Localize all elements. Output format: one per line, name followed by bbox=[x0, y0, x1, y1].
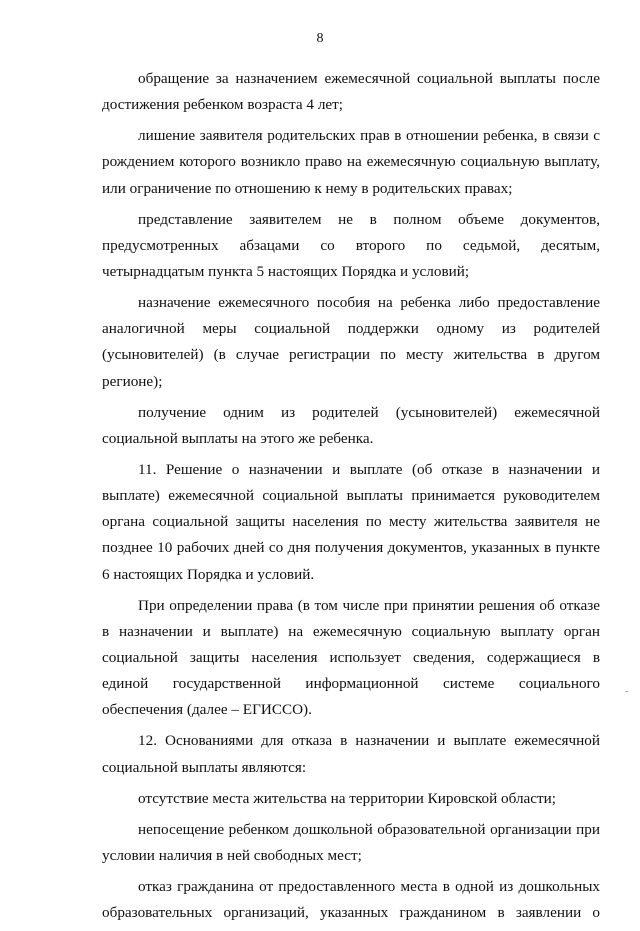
paragraph-refusal-grounds-clause-12: 12. Основаниями для отказа в назначении и выплате ежемесячной социальной выплаты являются: bbox=[102, 732, 600, 776]
margin-mark: - bbox=[625, 686, 629, 697]
paragraph-non-attendance-preschool: непосещение ребенком дошкольной образовательной организации при условии наличия в ней свободных мест; bbox=[102, 820, 600, 864]
page-number: 8 bbox=[316, 31, 324, 46]
paragraph-payment-received-by-other-parent: получение одним из родителей (усыновителей) ежемесячной социальной выплаты на этого же ребенка. bbox=[102, 403, 600, 447]
paragraph-monthly-allowance-other-region: назначение ежемесячного пособия на ребенка либо предоставление аналогичной меры социальной поддержки одному из родителей (усыновителей) (в случае регистрации по месту жительства в другом регионе); bbox=[102, 294, 600, 390]
paragraph-appeal-after-age-4: обращение за назначением ежемесячной социальной выплаты после достижения ребенком возраста 4 лет; bbox=[102, 70, 600, 114]
paragraph-egisso-information: При определении права (в том числе при принятии решения об отказе в назначении и выплате) на ежемесячную социальную выплату орган социальной защиты населения использует сведения, содержащиеся в единой государственной информационной системе социального обеспечения (далее – ЕГИССО). bbox=[102, 596, 600, 719]
paragraph-no-residence-kirov-region: отсутствие места жительства на территории Кировской области; bbox=[138, 789, 557, 807]
paragraph-refusal-of-provided-place: отказ гражданина от предоставленного места в одной из дошкольных образовательных организаций, указанных гражданином в заявлении о bbox=[102, 877, 600, 922]
paragraph-deprivation-of-parental-rights: лишение заявителя родительских прав в отношении ребенка, в связи с рождением которого возникло право на ежемесячную социальную выплату, или ограничение по отношению к нему в родительских правах; bbox=[102, 127, 600, 197]
paragraph-decision-clause-11: 11. Решение о назначении и выплате (об отказе в назначении и выплате) ежемесячной социальной выплаты принимается руководителем органа социальной защиты населения по месту жительства заявителя не позднее 10 рабочих дней со дня получения документов, указанных в пункте 6 настоящих Порядка и условий. bbox=[102, 460, 600, 583]
document-body bbox=[102, 66, 600, 931]
paragraph-incomplete-documents: представление заявителем не в полном объеме документов, предусмотренных абзацами со второго по седьмой, десятым, четырнадцатым пункта 5 настоящих Порядка и условий; bbox=[102, 210, 600, 281]
